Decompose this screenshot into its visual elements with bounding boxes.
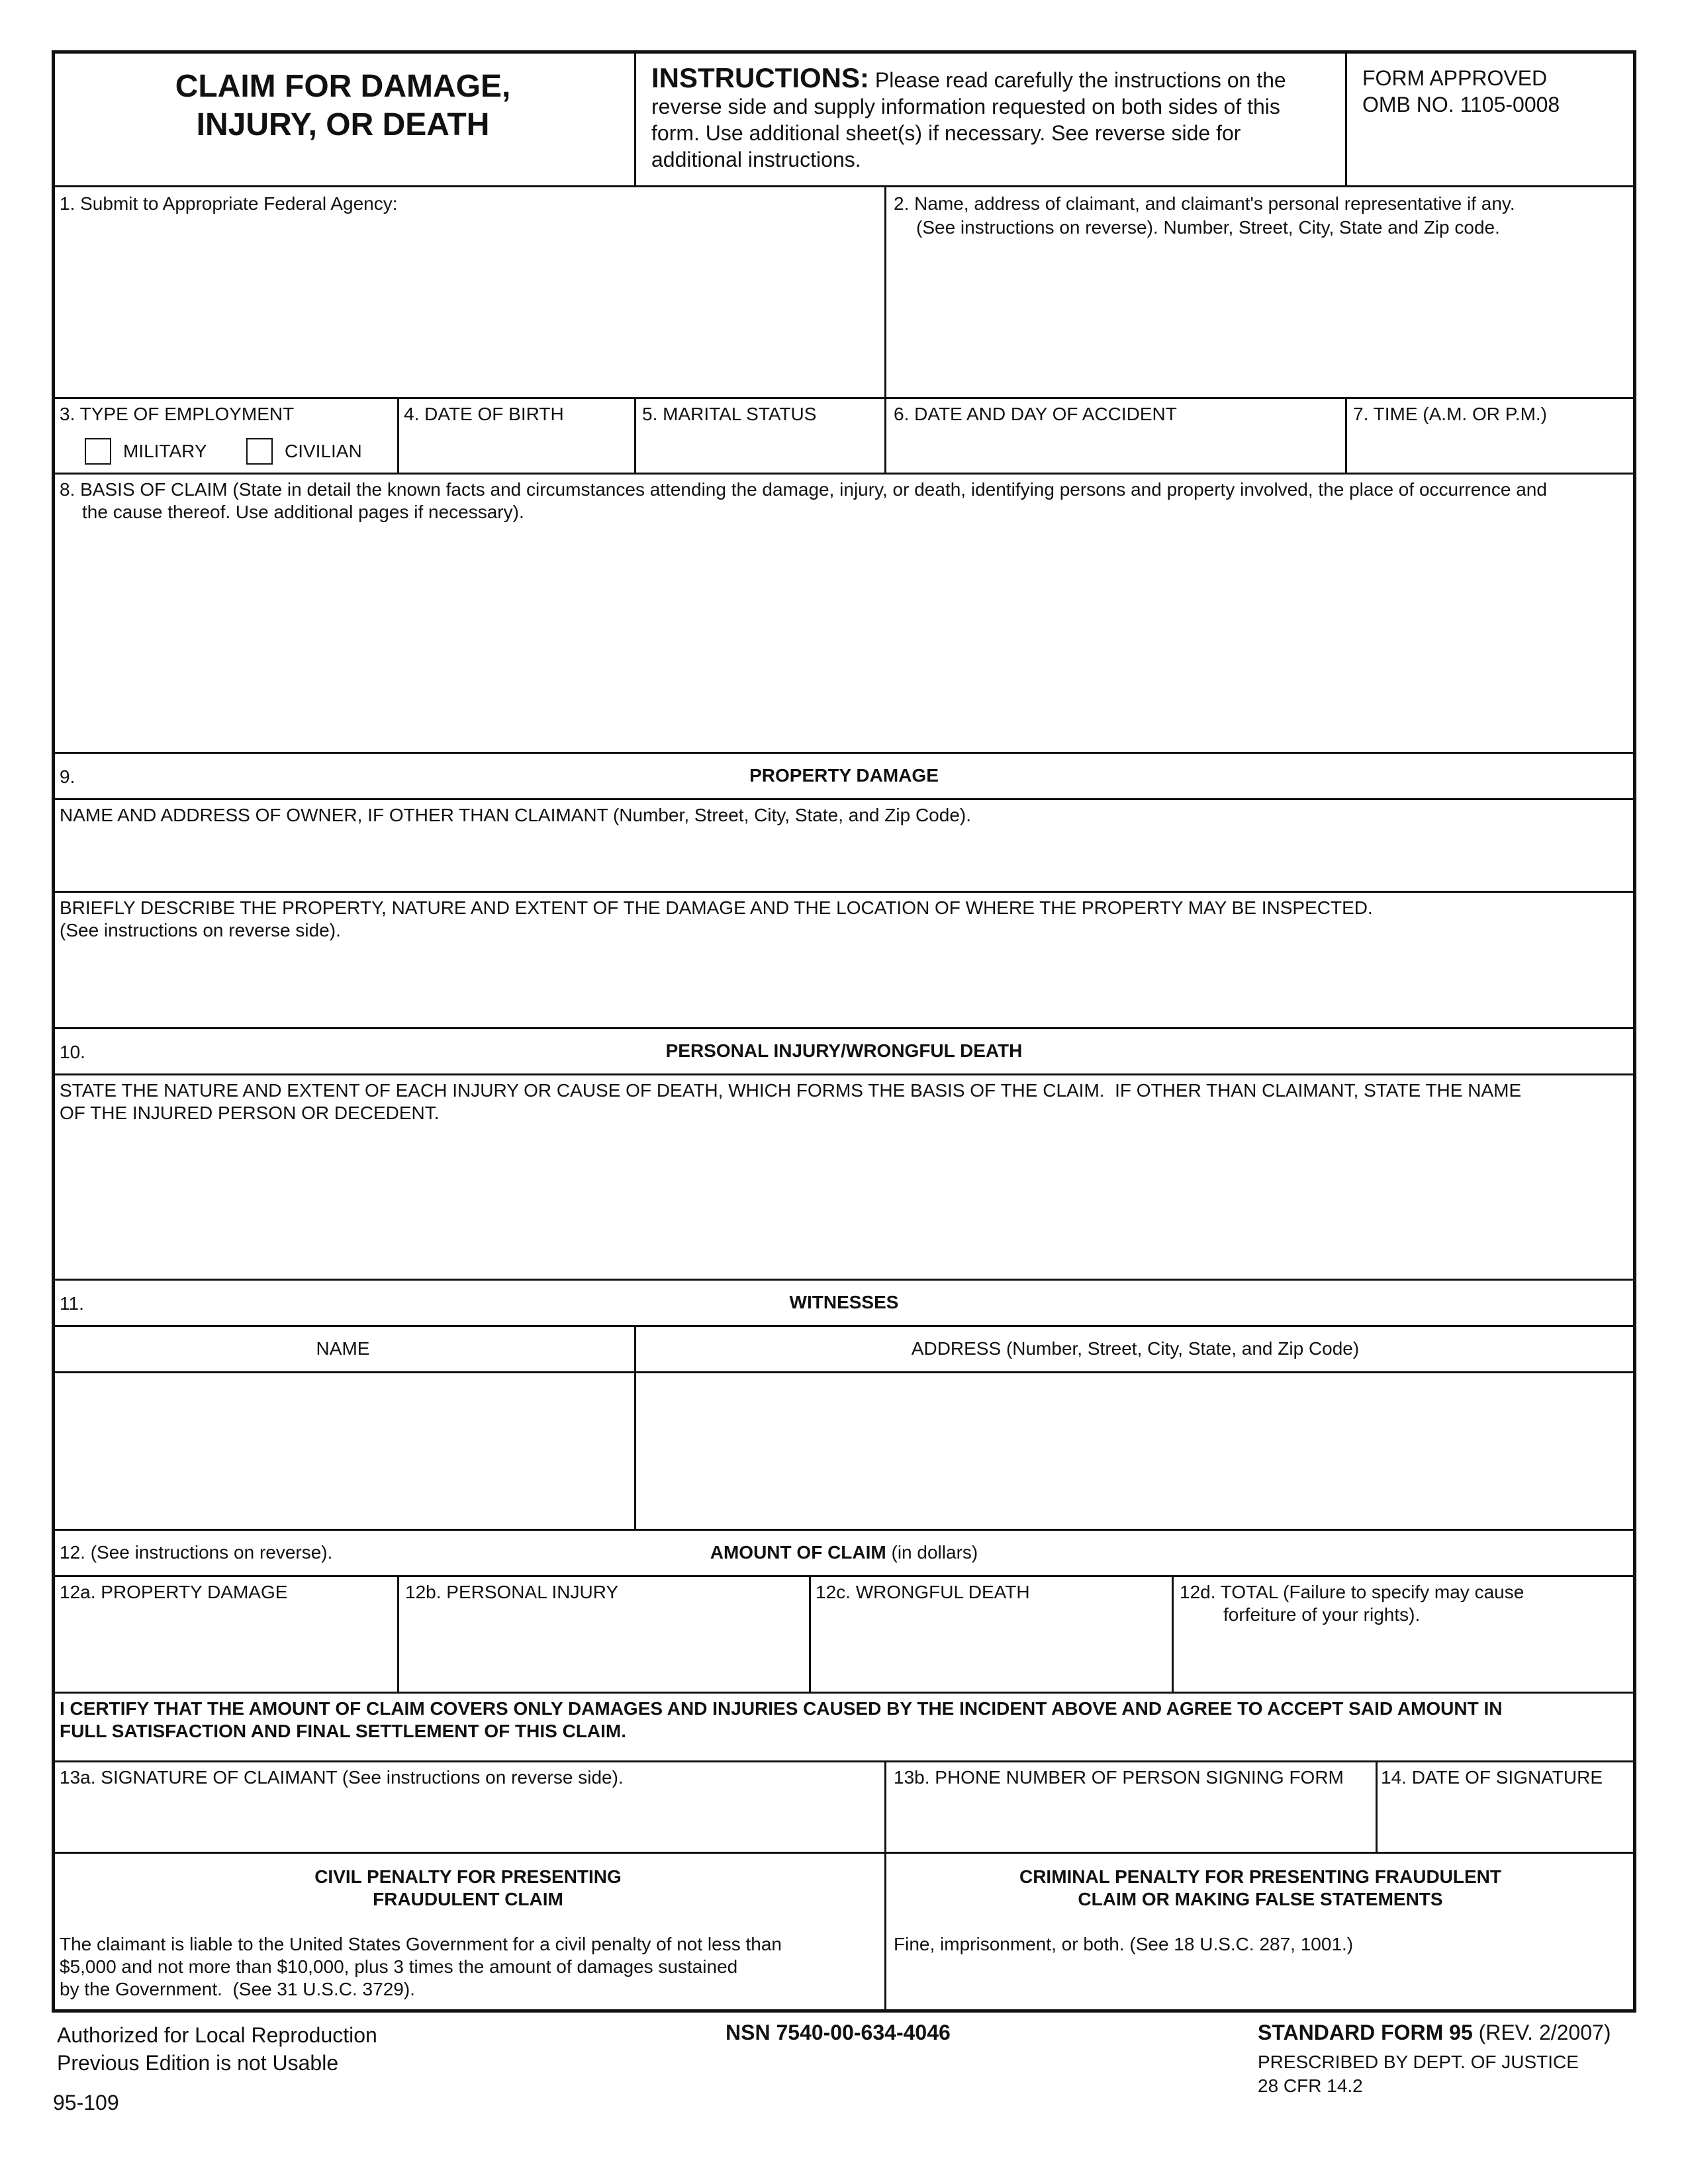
rule-row9 bbox=[52, 1279, 1636, 1281]
field-6-label: 6. DATE AND DAY OF ACCIDENT bbox=[894, 404, 1177, 424]
form-title bbox=[55, 68, 631, 144]
rule-v-12b bbox=[809, 1575, 811, 1692]
civilian-label: CIVILIAN bbox=[285, 441, 362, 461]
rule-row8 bbox=[52, 1073, 1636, 1075]
form-title-line1: CLAIM FOR DAMAGE, bbox=[175, 69, 511, 104]
omb-number: OMB NO. 1105-0008 bbox=[1362, 93, 1560, 116]
owner-address-input[interactable] bbox=[56, 830, 1632, 888]
previous-edition: Previous Edition is not Usable bbox=[57, 2051, 339, 2075]
basis-of-claim-input[interactable] bbox=[56, 529, 1632, 749]
civil-penalty-heading-line1: CIVIL PENALTY FOR PRESENTING bbox=[314, 1866, 622, 1887]
form-title-line2: INJURY, OR DEATH bbox=[196, 107, 490, 142]
rule-row12 bbox=[52, 1529, 1636, 1531]
property-describe-line1: BRIEFLY DESCRIBE THE PROPERTY, NATURE AND EXTENT OF THE DAMAGE AND THE LOCATION OF WHERE THE PROPERTY MAY BE INSPECTED. bbox=[60, 897, 1373, 918]
field-5-label: 5. MARITAL STATUS bbox=[642, 404, 817, 424]
field-8-label-line1: 8. BASIS OF CLAIM (State in detail the known facts and circumstances attending the damage, injury, or death, identifying persons and property involved, the place of occurrence and bbox=[60, 479, 1547, 500]
civil-penalty-text-line1: The claimant is liable to the United States Government for a civil penalty of not less than bbox=[60, 1934, 782, 1954]
field-8-label-line2: the cause thereof. Use additional pages if necessary). bbox=[82, 502, 524, 522]
field-14-label: 14. DATE OF SIGNATURE bbox=[1381, 1767, 1603, 1788]
instructions-heading: INSTRUCTIONS: bbox=[651, 62, 869, 93]
rule-row10 bbox=[52, 1325, 1636, 1327]
witnesses-heading: WITNESSES bbox=[789, 1292, 899, 1312]
field-10-number: 10. bbox=[60, 1042, 85, 1062]
rule-v-row2 bbox=[884, 185, 886, 473]
amount-of-claim-suffix: (in dollars) bbox=[886, 1542, 978, 1563]
rule-row2 bbox=[52, 397, 1636, 399]
nsn-number: NSN 7540-00-634-4046 bbox=[726, 2021, 951, 2044]
field-9-number: 9. bbox=[60, 766, 75, 787]
rule-row4 bbox=[52, 752, 1636, 754]
injury-label-line2: OF THE INJURED PERSON OR DECEDENT. bbox=[60, 1103, 440, 1123]
marital-status-input[interactable] bbox=[638, 429, 882, 470]
wrongful-death-amount-input[interactable] bbox=[813, 1607, 1169, 1689]
rule-row15 bbox=[52, 1760, 1636, 1762]
field-1-input[interactable] bbox=[56, 218, 883, 394]
field-12a-label: 12a. PROPERTY DAMAGE bbox=[60, 1582, 288, 1602]
rule-row14 bbox=[52, 1692, 1636, 1694]
certify-line1: I CERTIFY THAT THE AMOUNT OF CLAIM COVERS ONLY DAMAGES AND INJURIES CAUSED BY THE INCIDENT ABOVE AND AGREE TO ACCEPT SAID AMOUNT IN bbox=[60, 1698, 1503, 1719]
field-12-label: 12. (See instructions on reverse). bbox=[60, 1542, 333, 1563]
field-2-input[interactable] bbox=[888, 242, 1632, 394]
amount-of-claim-heading bbox=[52, 1541, 1636, 1565]
rule-row11 bbox=[52, 1371, 1636, 1373]
injury-description-input[interactable] bbox=[56, 1128, 1632, 1276]
rule-header-bottom bbox=[52, 185, 1636, 187]
field-4-label: 4. DATE OF BIRTH bbox=[404, 404, 564, 424]
signature-input[interactable] bbox=[56, 1792, 882, 1849]
field-12b-label: 12b. PERSONAL INJURY bbox=[405, 1582, 619, 1602]
phone-number-input[interactable] bbox=[888, 1792, 1373, 1849]
rule-row16 bbox=[52, 1852, 1636, 1854]
rule-row7 bbox=[52, 1027, 1636, 1029]
rule-row13 bbox=[52, 1575, 1636, 1577]
rule-row6 bbox=[52, 891, 1636, 893]
field-3-label: 3. TYPE OF EMPLOYMENT bbox=[60, 404, 295, 424]
military-checkbox[interactable] bbox=[85, 438, 111, 465]
field-12d-label-line1: 12d. TOTAL (Failure to specify may cause bbox=[1180, 1582, 1524, 1602]
prescribed-by: PRESCRIBED BY DEPT. OF JUSTICE bbox=[1258, 2052, 1579, 2072]
cfr-citation: 28 CFR 14.2 bbox=[1258, 2075, 1363, 2096]
property-description-input[interactable] bbox=[56, 945, 1632, 1024]
field-13a-label: 13a. SIGNATURE OF CLAIMANT (See instructions on reverse side). bbox=[60, 1767, 624, 1788]
property-damage-amount-input[interactable] bbox=[56, 1607, 395, 1689]
personal-injury-amount-input[interactable] bbox=[401, 1607, 806, 1689]
rule-v-12a bbox=[397, 1575, 399, 1692]
rule-v-14 bbox=[1376, 1760, 1378, 1852]
property-describe-line2: (See instructions on reverse side). bbox=[60, 920, 341, 940]
date-of-birth-input[interactable] bbox=[401, 429, 632, 470]
authorized-reproduction: Authorized for Local Reproduction bbox=[57, 2023, 377, 2047]
witness-address-input[interactable] bbox=[638, 1375, 1632, 1526]
instructions-text: Please read carefully the instructions on the reverse side and supply information requested on both sides of this form. Use additional sheet(s) if necessary. See reverse side for additional instructions. bbox=[651, 68, 1286, 171]
rule-row3 bbox=[52, 473, 1636, 475]
civil-penalty-text-line3: by the Government. (See 31 U.S.C. 3729). bbox=[60, 1979, 415, 1999]
rule-v-12c bbox=[1172, 1575, 1174, 1692]
civil-penalty-heading-line2: FRAUDULENT CLAIM bbox=[373, 1889, 563, 1909]
accident-date-input[interactable] bbox=[888, 429, 1342, 470]
witness-name-header: NAME bbox=[316, 1338, 370, 1359]
field-12d-label-line2: forfeiture of your rights). bbox=[1223, 1604, 1421, 1625]
rule-row5 bbox=[52, 798, 1636, 800]
field-12c-label: 12c. WRONGFUL DEATH bbox=[816, 1582, 1030, 1602]
form-approved: FORM APPROVED bbox=[1362, 66, 1548, 90]
injury-label-line1: STATE THE NATURE AND EXTENT OF EACH INJURY OR CAUSE OF DEATH, WHICH FORMS THE BASIS OF THE CLAIM. IF OTHER THAN CLAIMANT, STATE THE NAME bbox=[60, 1080, 1522, 1101]
standard-form-revision: (REV. 2/2007) bbox=[1472, 2021, 1611, 2044]
rule-v-row3c bbox=[1345, 397, 1347, 473]
field-2-label-line2: (See instructions on reverse). Number, Street, City, State and Zip code. bbox=[916, 217, 1500, 238]
witness-name-input[interactable] bbox=[56, 1375, 632, 1526]
criminal-penalty-heading-line1: CRIMINAL PENALTY FOR PRESENTING FRAUDULENT bbox=[1019, 1866, 1501, 1887]
field-11-number: 11. bbox=[60, 1293, 84, 1314]
personal-injury-heading: PERSONAL INJURY/WRONGFUL DEATH bbox=[665, 1040, 1023, 1061]
form-code: 95-109 bbox=[53, 2091, 119, 2115]
total-amount-input[interactable] bbox=[1176, 1629, 1632, 1689]
rule-v-row3a bbox=[397, 397, 399, 473]
rule-v-header2 bbox=[1345, 52, 1347, 185]
witness-address-header: ADDRESS (Number, Street, City, State, and Zip Code) bbox=[911, 1338, 1360, 1359]
omb-block bbox=[1362, 65, 1560, 118]
civilian-checkbox[interactable] bbox=[246, 438, 273, 465]
rule-v-header1 bbox=[634, 52, 636, 185]
owner-address-label: NAME AND ADDRESS OF OWNER, IF OTHER THAN CLAIMANT (Number, Street, City, State, and Zip Code). bbox=[60, 805, 971, 825]
field-7-label: 7. TIME (A.M. OR P.M.) bbox=[1353, 404, 1548, 424]
property-damage-heading: PROPERTY DAMAGE bbox=[749, 765, 939, 786]
military-label: MILITARY bbox=[123, 441, 207, 461]
instructions-block bbox=[651, 62, 1327, 173]
criminal-penalty-text: Fine, imprisonment, or both. (See 18 U.S.C. 287, 1001.) bbox=[894, 1934, 1354, 1954]
field-13b-label: 13b. PHONE NUMBER OF PERSON SIGNING FORM bbox=[894, 1767, 1344, 1788]
signature-date-input[interactable] bbox=[1380, 1792, 1632, 1849]
criminal-penalty-heading-line2: CLAIM OR MAKING FALSE STATEMENTS bbox=[1078, 1889, 1443, 1909]
field-2-label-line1: 2. Name, address of claimant, and claimant's personal representative if any. bbox=[894, 193, 1515, 214]
standard-form-line bbox=[1258, 2019, 1611, 2046]
accident-time-input[interactable] bbox=[1349, 429, 1632, 470]
civil-penalty-text-line2: $5,000 and not more than $10,000, plus 3 times the amount of damages sustained bbox=[60, 1956, 738, 1977]
certify-line2: FULL SATISFACTION AND FINAL SETTLEMENT OF THIS CLAIM. bbox=[60, 1721, 627, 1741]
amount-of-claim-title: AMOUNT OF CLAIM bbox=[710, 1542, 886, 1563]
standard-form-name: STANDARD FORM 95 bbox=[1258, 2021, 1473, 2044]
field-1-label: 1. Submit to Appropriate Federal Agency: bbox=[60, 193, 398, 214]
rule-v-row3b bbox=[634, 397, 636, 473]
